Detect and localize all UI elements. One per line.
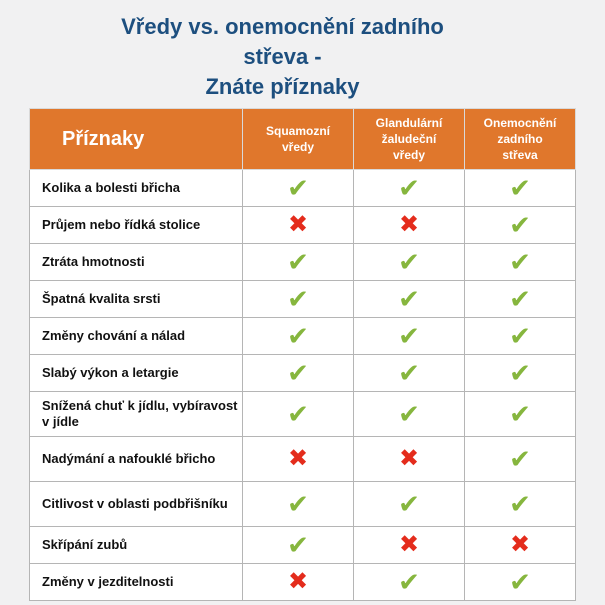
check-icon: ✔ bbox=[398, 489, 420, 519]
symptom-label: Snížená chuť k jídlu, vybíravost v jídle bbox=[30, 392, 243, 437]
cross-icon: ✖ bbox=[287, 211, 309, 238]
check-icon: ✔ bbox=[287, 489, 309, 519]
table-row bbox=[30, 170, 576, 207]
check-icon: ✔ bbox=[287, 173, 309, 203]
header-line: žaludeční bbox=[381, 132, 437, 146]
symptom-cell bbox=[465, 392, 576, 437]
symptom-cell bbox=[243, 437, 354, 482]
table-row bbox=[30, 318, 576, 355]
symptom-cell bbox=[354, 564, 465, 601]
check-icon: ✔ bbox=[398, 321, 420, 351]
symptom-cell bbox=[465, 437, 576, 482]
title-line-1: Vředy vs. onemocnění zadního bbox=[121, 14, 444, 39]
table-row bbox=[30, 244, 576, 281]
check-icon: ✔ bbox=[287, 284, 309, 314]
table-row bbox=[30, 392, 576, 437]
table-row bbox=[30, 437, 576, 482]
symptom-cell bbox=[243, 170, 354, 207]
symptom-cell bbox=[354, 207, 465, 244]
symptom-cell bbox=[354, 437, 465, 482]
symptom-cell bbox=[243, 527, 354, 564]
symptom-cell bbox=[243, 244, 354, 281]
table-row bbox=[30, 482, 576, 527]
symptom-label: Nadýmání a nafouklé břicho bbox=[30, 437, 243, 482]
symptom-cell bbox=[354, 355, 465, 392]
title-line-3: Znáte příznaky bbox=[205, 74, 360, 99]
header-line: vředy bbox=[281, 140, 315, 154]
cross-icon: ✖ bbox=[398, 445, 420, 472]
check-icon: ✔ bbox=[509, 247, 531, 277]
symptom-label: Špatná kvalita srsti bbox=[30, 281, 243, 318]
check-icon: ✔ bbox=[509, 321, 531, 351]
symptom-cell bbox=[354, 527, 465, 564]
check-icon: ✔ bbox=[509, 210, 531, 240]
symptom-label: Změny v jezditelnosti bbox=[30, 564, 243, 601]
check-icon: ✔ bbox=[398, 358, 420, 388]
check-icon: ✔ bbox=[509, 444, 531, 474]
symptom-cell bbox=[465, 244, 576, 281]
header-symptoms: Příznaky bbox=[30, 109, 243, 170]
symptoms-table bbox=[29, 108, 576, 601]
table-row bbox=[30, 527, 576, 564]
header-line: zadního bbox=[497, 132, 543, 146]
symptom-cell bbox=[354, 281, 465, 318]
title-line-2: střeva - bbox=[243, 44, 322, 69]
header-line: Glandulární bbox=[375, 116, 443, 130]
symptom-label: Ztráta hmotnosti bbox=[30, 244, 243, 281]
symptom-label: Skřípání zubů bbox=[30, 527, 243, 564]
symptom-cell bbox=[243, 355, 354, 392]
symptom-label: Kolika a bolesti břicha bbox=[30, 170, 243, 207]
check-icon: ✔ bbox=[287, 321, 309, 351]
symptom-label: Změny chování a nálad bbox=[30, 318, 243, 355]
cross-icon: ✖ bbox=[287, 568, 309, 595]
symptom-cell bbox=[354, 482, 465, 527]
symptom-cell bbox=[243, 207, 354, 244]
check-icon: ✔ bbox=[509, 489, 531, 519]
header-line: vředy bbox=[392, 148, 426, 162]
header-line: střeva bbox=[502, 148, 538, 162]
table-row bbox=[30, 564, 576, 601]
check-icon: ✔ bbox=[509, 399, 531, 429]
check-icon: ✔ bbox=[398, 399, 420, 429]
cross-icon: ✖ bbox=[287, 445, 309, 472]
check-icon: ✔ bbox=[509, 567, 531, 597]
symptom-label: Slabý výkon a letargie bbox=[30, 355, 243, 392]
symptom-cell bbox=[465, 527, 576, 564]
symptom-cell bbox=[465, 564, 576, 601]
symptom-cell bbox=[354, 392, 465, 437]
header-line: Squamozní bbox=[265, 124, 330, 138]
page-title bbox=[0, 12, 565, 102]
symptom-cell bbox=[354, 318, 465, 355]
check-icon: ✔ bbox=[398, 284, 420, 314]
symptom-cell bbox=[465, 355, 576, 392]
header-hindgut-disease bbox=[465, 109, 576, 170]
check-icon: ✔ bbox=[398, 173, 420, 203]
check-icon: ✔ bbox=[287, 399, 309, 429]
table-row bbox=[30, 207, 576, 244]
check-icon: ✔ bbox=[287, 247, 309, 277]
check-icon: ✔ bbox=[287, 530, 309, 560]
symptom-cell bbox=[243, 482, 354, 527]
symptom-cell bbox=[465, 318, 576, 355]
table-header-row bbox=[30, 109, 576, 170]
symptom-label: Citlivost v oblasti podbřišníku bbox=[30, 482, 243, 527]
symptom-cell bbox=[465, 482, 576, 527]
check-icon: ✔ bbox=[398, 567, 420, 597]
check-icon: ✔ bbox=[398, 247, 420, 277]
cross-icon: ✖ bbox=[398, 211, 420, 238]
symptom-cell bbox=[354, 170, 465, 207]
cross-icon: ✖ bbox=[398, 531, 420, 558]
check-icon: ✔ bbox=[509, 358, 531, 388]
table-row bbox=[30, 281, 576, 318]
symptom-cell bbox=[243, 564, 354, 601]
symptom-cell bbox=[243, 392, 354, 437]
symptom-cell bbox=[243, 318, 354, 355]
symptom-cell bbox=[465, 170, 576, 207]
check-icon: ✔ bbox=[509, 173, 531, 203]
symptom-cell bbox=[465, 281, 576, 318]
cross-icon: ✖ bbox=[509, 531, 531, 558]
table-row bbox=[30, 355, 576, 392]
header-line: Onemocnění bbox=[483, 116, 557, 130]
header-glandular-ulcers bbox=[354, 109, 465, 170]
check-icon: ✔ bbox=[509, 284, 531, 314]
check-icon: ✔ bbox=[287, 358, 309, 388]
symptom-cell bbox=[243, 281, 354, 318]
symptom-label: Průjem nebo řídká stolice bbox=[30, 207, 243, 244]
header-squamous-ulcers bbox=[243, 109, 354, 170]
symptom-cell bbox=[354, 244, 465, 281]
symptom-cell bbox=[465, 207, 576, 244]
